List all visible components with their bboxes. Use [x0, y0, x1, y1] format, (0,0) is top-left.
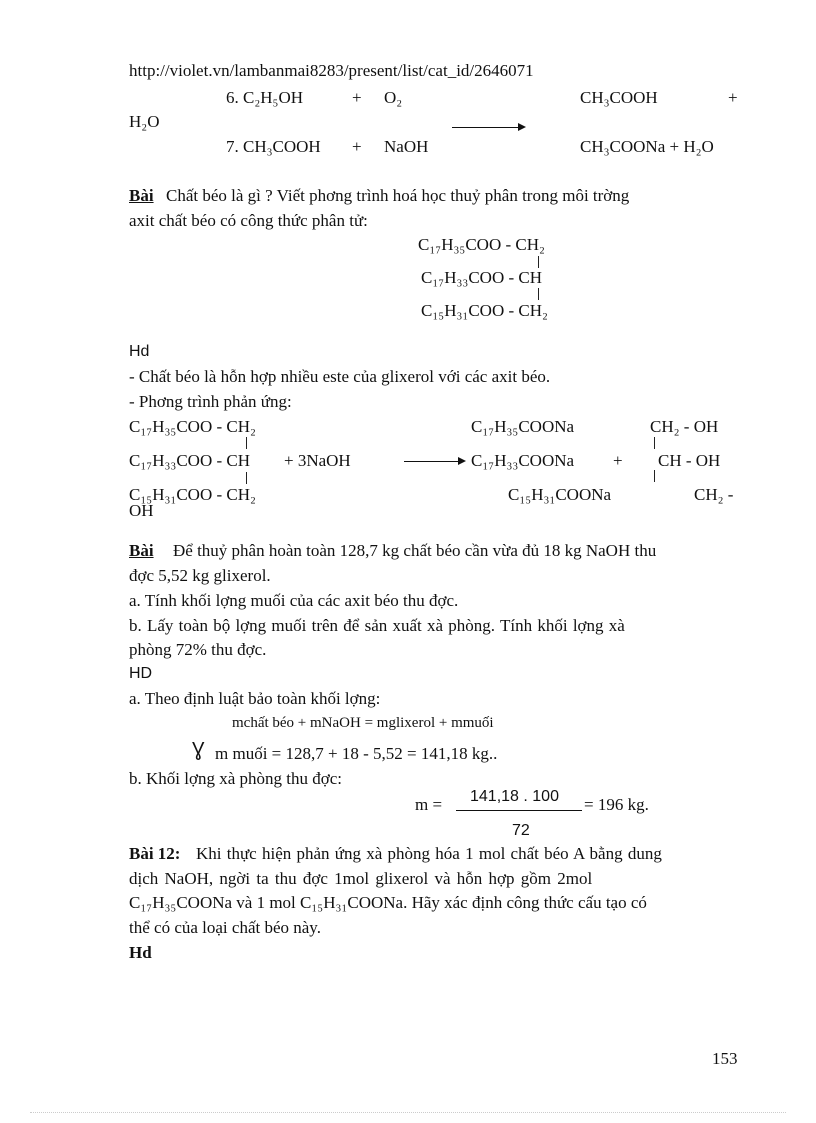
exercise-text: đợc 5,52 kg glixerol.	[129, 566, 271, 585]
eq6-o2: O₂	[384, 88, 403, 107]
fraction-denominator: 72	[512, 822, 530, 839]
page-number: 153	[712, 1049, 738, 1068]
fraction-bar	[456, 810, 582, 811]
exercise-text: thể có của loại chất béo này.	[129, 918, 321, 937]
eq7-left: 7. CH₃COOH	[226, 137, 321, 156]
product-plus: +	[613, 451, 623, 470]
product-line: C₁₇H₃₅COONa	[471, 417, 575, 436]
reaction-arrow-icon	[452, 127, 524, 128]
bond-line	[654, 470, 655, 482]
glycerol-line: OH	[129, 501, 154, 520]
question-b: b. Lấy toàn bộ lợng muối trên để sản xuất xà phòng. Tính khối lợng xà	[129, 616, 625, 635]
bond-line	[246, 437, 247, 449]
exercise-label: Bài	[129, 186, 154, 205]
exercise-text: axit chất béo có công thức phân tử:	[129, 211, 368, 230]
mass-equation: mchất béo + mNaOH = mglixerol + mmuối	[232, 715, 494, 731]
eq7-right: CH₃COONa + H₂O	[580, 137, 714, 156]
hd-heading: HD	[129, 665, 153, 682]
glycerol-line: CH - OH	[658, 451, 721, 470]
exercise-text: Để thuỷ phân hoàn toàn 128,7 kg chất béo cần vừa đủ 18 kg NaOH thu	[173, 541, 657, 560]
bond-line	[654, 437, 655, 449]
eq6-plus: +	[352, 88, 362, 107]
exercise-text: dịch NaOH, ngời ta thu đợc 1mol glixerol và hỗn hợp gồm 2mol	[129, 869, 593, 888]
reactant-line: C₁₇H₃₅COO - CH₂	[129, 417, 256, 436]
exercise-label: Bài 12:	[129, 844, 181, 863]
product-line: C₁₇H₃₃COONa	[471, 451, 575, 470]
exercise-text: Khi thực hiện phản ứng xà phòng hóa 1 mol chất béo A bằng dung	[196, 844, 662, 863]
exercise-text: Chất béo là gì ? Viết phơng trình hoá học thuỷ phân trong môi trờng	[166, 186, 630, 205]
therefore-icon: Ɣ	[192, 739, 205, 761]
glycerol-line: CH₂ -	[694, 485, 734, 504]
exercise-text: C₁₇H₃₅COONa và 1 mol C₁₅H₃₁COONa. Hãy xác định công thức cấu tạo có	[129, 893, 647, 912]
eq7-naoh: NaOH	[384, 137, 429, 156]
fraction-result: = 196 kg.	[584, 795, 649, 814]
reactant-line: C₁₇H₃₃COO - CH	[129, 451, 250, 470]
soap-mass-label: m =	[415, 795, 443, 814]
reagent: + 3NaOH	[284, 451, 351, 470]
bond-line	[538, 256, 539, 268]
hd-heading: Hd	[129, 943, 152, 962]
product-line: C₁₅H₃₁COONa	[508, 485, 612, 504]
formula-line: C₁₇H₃₅COO - CH₂	[418, 235, 545, 254]
page-divider	[30, 1112, 786, 1113]
hd-text: - Phơng trình phản ứng:	[129, 392, 292, 411]
source-url[interactable]: http://violet.vn/lambanmai8283/present/list/cat_id/2646071	[129, 61, 534, 80]
exercise-label: Bài	[129, 541, 154, 560]
bond-line	[538, 288, 539, 300]
eq6-right: CH₃COOH	[580, 88, 658, 107]
hd-text: - Chất béo là hỗn hợp nhiều este của glixerol với các axit béo.	[129, 367, 551, 386]
bond-line	[246, 472, 247, 484]
solution-text: b. Khối lợng xà phòng thu đợc:	[129, 769, 342, 788]
formula-line: C₁₅H₃₁COO - CH₂	[421, 301, 548, 320]
question-b: phòng 72% thu đợc.	[129, 640, 267, 659]
formula-line: C₁₇H₃₃COO - CH	[421, 268, 542, 287]
glycerol-line: CH₂ - OH	[650, 417, 719, 436]
eq6-h2o: H₂O	[129, 112, 160, 131]
mass-calculation: m muối = 128,7 + 18 - 5,52 = 141,18 kg..	[215, 744, 498, 763]
eq6-left: 6. C₂H₅OH	[226, 88, 304, 107]
fraction-numerator: 141,18 . 100	[470, 788, 559, 805]
reaction-arrow-icon	[404, 461, 464, 462]
question-a: a. Tính khối lợng muối của các axit béo thu đợc.	[129, 591, 459, 610]
eq6-plus2: +	[728, 88, 738, 107]
reactant-line: C₁₅H₃₁COO - CH₂	[129, 485, 256, 504]
hd-heading: Hd	[129, 343, 150, 360]
eq7-plus: +	[352, 137, 362, 156]
solution-text: a. Theo định luật bảo toàn khối lợng:	[129, 689, 381, 708]
